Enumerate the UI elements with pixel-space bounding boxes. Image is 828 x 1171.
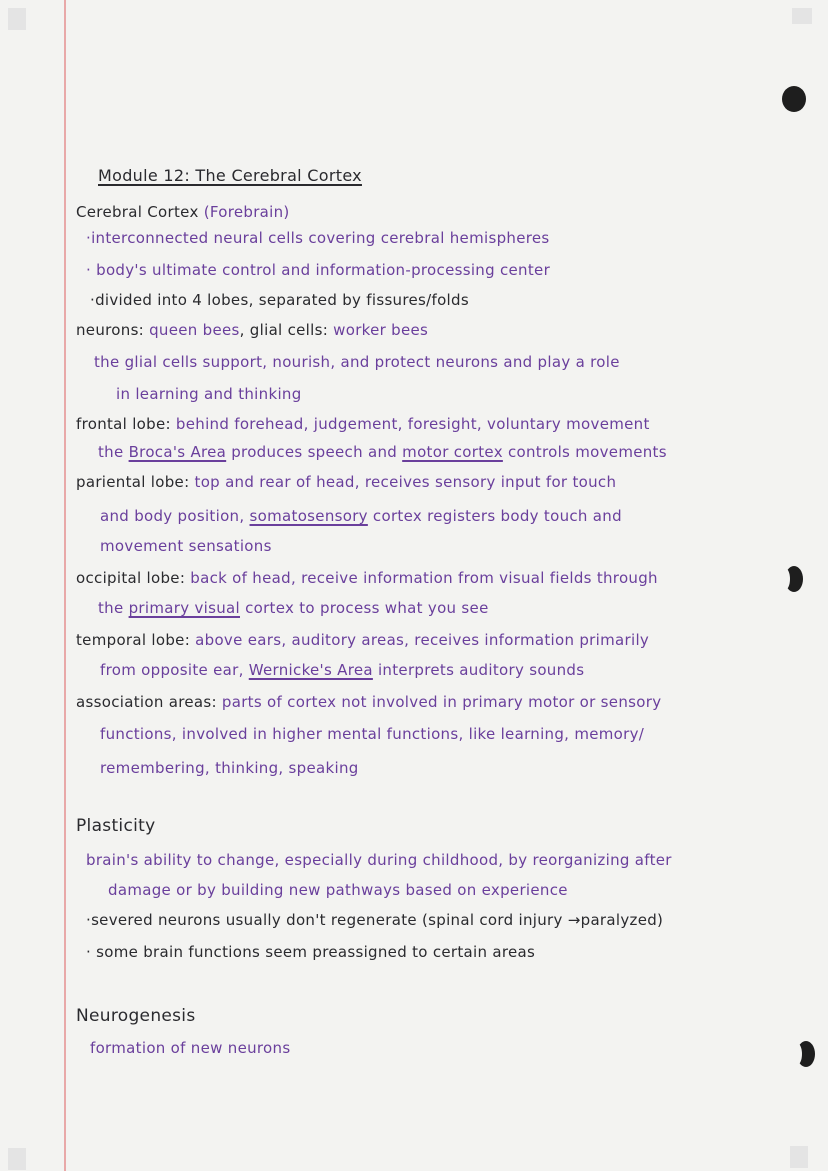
scan-corner-mark bbox=[8, 8, 26, 30]
broca-area-term: Broca's Area bbox=[128, 443, 227, 461]
parietal-text: top and rear of head, receives sensory input for touch bbox=[189, 473, 617, 491]
association-line-2: functions, involved in higher mental functions, like learning, memory/ bbox=[100, 725, 645, 743]
frontal-line-1 bbox=[76, 414, 650, 434]
neurons-line bbox=[76, 320, 428, 340]
plasticity-heading: Plasticity bbox=[76, 816, 156, 836]
cortex-bullet-1: ·interconnected neural cells covering cerebral hemispheres bbox=[86, 229, 550, 247]
temporal-text: above ears, auditory areas, receives information primarily bbox=[190, 631, 650, 649]
association-label: association areas: bbox=[76, 693, 217, 711]
temporal-label: temporal lobe: bbox=[76, 631, 191, 649]
neurons-sep: , glial cells: bbox=[239, 321, 329, 339]
temporal-line-1 bbox=[76, 630, 649, 650]
glial-line-1: the glial cells support, nourish, and protect neurons and play a role bbox=[94, 353, 620, 371]
primary-visual-term: primary visual bbox=[128, 599, 240, 617]
occipital2-post: cortex to process what you see bbox=[240, 599, 489, 617]
neurons-text-2: worker bees bbox=[328, 321, 429, 339]
parietal-label: pariental lobe: bbox=[76, 473, 190, 491]
temporal-line-2 bbox=[100, 660, 584, 680]
scan-corner-mark bbox=[8, 1148, 26, 1170]
frontal2-post: controls movements bbox=[502, 443, 667, 461]
parietal-line-1 bbox=[76, 472, 616, 492]
occipital-line-1 bbox=[76, 568, 658, 588]
cortex-bullet-3: ·divided into 4 lobes, separated by fissures/folds bbox=[90, 291, 469, 309]
frontal2-mid: produces speech and bbox=[226, 443, 403, 461]
scan-corner-mark bbox=[792, 8, 812, 24]
frontal-line-2 bbox=[98, 442, 667, 462]
red-margin-line bbox=[64, 0, 66, 1171]
binder-hole bbox=[782, 86, 806, 112]
temporal2-post: interprets auditory sounds bbox=[372, 661, 585, 679]
binder-hole bbox=[785, 566, 803, 592]
binder-hole bbox=[797, 1041, 815, 1067]
frontal-text: behind forehead, judgement, foresight, voluntary movement bbox=[170, 415, 650, 433]
frontal-label: frontal lobe: bbox=[76, 415, 171, 433]
parietal2-pre: and body position, bbox=[100, 507, 250, 525]
cortex-bullet-2: · body's ultimate control and information-processing center bbox=[86, 261, 551, 279]
plasticity-bullet-2: · some brain functions seem preassigned to certain areas bbox=[86, 943, 536, 961]
occipital-label: occipital lobe: bbox=[76, 569, 186, 587]
association-text: parts of cortex not involved in primary motor or sensory bbox=[216, 693, 662, 711]
glial-line-2: in learning and thinking bbox=[116, 385, 302, 403]
parietal2-post: cortex registers body touch and bbox=[367, 507, 622, 525]
occipital2-pre: the bbox=[98, 599, 129, 617]
association-line-3: remembering, thinking, speaking bbox=[100, 759, 359, 777]
plasticity-bullet-1: ·severed neurons usually don't regenerate (spinal cord injury →paralyzed) bbox=[86, 911, 664, 929]
parietal-line-2 bbox=[100, 506, 622, 526]
somatosensory-term: somatosensory bbox=[249, 507, 368, 525]
association-line-1 bbox=[76, 692, 661, 712]
plasticity-line-2: damage or by building new pathways based on experience bbox=[108, 881, 568, 899]
scan-corner-mark bbox=[790, 1146, 808, 1168]
occipital-text: back of head, receive information from visual fields through bbox=[185, 569, 658, 587]
parietal-line-3: movement sensations bbox=[100, 537, 272, 555]
module-title: Module 12: The Cerebral Cortex bbox=[98, 166, 362, 185]
plasticity-line-1: brain's ability to change, especially during childhood, by reorganizing after bbox=[86, 851, 672, 869]
cortex-heading bbox=[76, 202, 290, 222]
temporal2-pre: from opposite ear, bbox=[100, 661, 249, 679]
cortex-heading-label: Cerebral Cortex bbox=[76, 203, 199, 221]
occipital-line-2 bbox=[98, 598, 489, 618]
neurogenesis-heading: Neurogenesis bbox=[76, 1006, 196, 1026]
cortex-heading-note: (Forebrain) bbox=[198, 203, 290, 221]
motor-cortex-term: motor cortex bbox=[402, 443, 503, 461]
neurons-label: neurons: bbox=[76, 321, 145, 339]
wernicke-area-term: Wernicke's Area bbox=[248, 661, 373, 679]
neurogenesis-line-1: formation of new neurons bbox=[90, 1039, 291, 1057]
neurons-text-1: queen bees bbox=[144, 321, 240, 339]
frontal2-pre: the bbox=[98, 443, 129, 461]
